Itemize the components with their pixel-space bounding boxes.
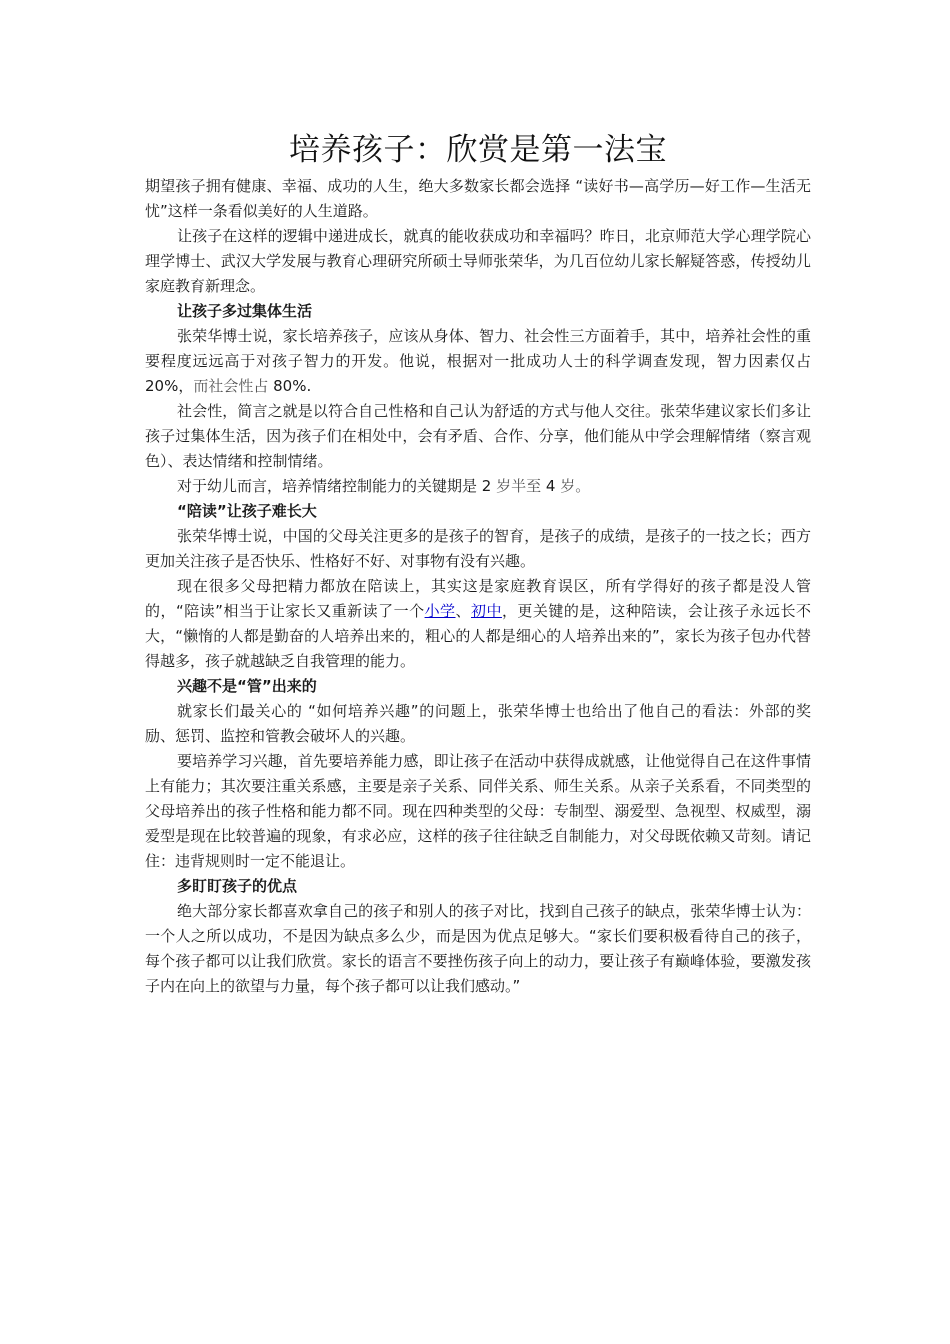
paragraph-china-vs-west: 张荣华博士说，中国的父母关注更多的是孩子的智育，是孩子的成绩，是孩子的一技之长；西方更加关注孩子是否快乐、性格好不好、对事物有没有兴趣。 — [145, 527, 811, 570]
section-heading-accompany-reading: “陪读”让孩子难长大 — [177, 502, 317, 520]
paragraph-sociality: 社会性，简言之就是以符合自己性格和自己认为舒适的方式与他人交往。张荣华建议家长们多让孩子过集体生活，因为孩子们在相处中，会有矛盾、合作、分享，他们能从中学会理解情绪（察言观色）、表达情绪和控制情绪。 — [145, 402, 811, 470]
document-title: 培养孩子：欣赏是第一法宝 — [289, 132, 667, 168]
paragraph-text: 4 — [541, 477, 561, 495]
link-primary-school[interactable]: 小学 — [424, 602, 456, 620]
paragraph-intro: 期望孩子拥有健康、幸福、成功的人生，绝大多数家长都会选择 “读好书—高学历—好工作—生活无忧”这样一条看似美好的人生道路。 — [145, 177, 811, 220]
section-heading-strengths: 多盯盯孩子的优点 — [177, 877, 298, 895]
paragraph-interest-cultivation: 要培养学习兴趣，首先要培养能力感，即让孩子在活动中获得成就感，让他觉得自己在这件事情上有能力；其次要注重关系感，主要是亲子关系、同伴关系、师生关系。从亲子关系看，不同类型的父母培养出的孩子性格和能力都不同。现在四种类型的父母：专制型、溺爱型、急视型、权威型，溺爱型是现在比较普遍的现象，有求必应，这样的孩子往往缺乏自制能力，对父母既依赖又苛刻。请记住：违背规则时一定不能退让。 — [145, 752, 811, 870]
paragraph-text: 对于幼儿而言，培养情绪控制能力的关键期是 2 — [177, 477, 497, 495]
paragraph-text: 现在很多父母把精力都放在陪读上，其实这是家庭教育误区，所有学得好的孩子都是没人管的，“陪读”相当于让家长又重新读了一个 — [145, 577, 811, 620]
paragraph-interest-view: 就家长们最关心的 “如何培养兴趣”的问题上，张荣华博士也给出了他自己的看法：外部的奖励、惩罚、监控和管教会破坏人的兴趣。 — [145, 702, 811, 745]
paragraph-text-serif: 岁。 — [560, 477, 591, 495]
document-page — [145, 128, 811, 999]
paragraph-text: ，更关键的是，这种陪读，会让孩子永远长不大，“懒惰的人都是勤奋的人培养出来的，粗心的人都是细心的人培养出来的”，家长为孩子包办代替得越多，孩子就越缺乏自我管理的能力。 — [145, 602, 811, 670]
paragraph-accompany-reading — [145, 574, 811, 674]
paragraph-text: 80%. — [268, 377, 312, 395]
paragraph-social-development — [145, 324, 811, 399]
link-middle-school[interactable]: 初中 — [471, 602, 502, 620]
paragraph-strengths: 绝大部分家长都喜欢拿自己的孩子和别人的孩子对比，找到自己孩子的缺点，张荣华博士认为：一个人之所以成功，不是因为缺点多么少，而是因为优点足够大。“家长们要积极看待自己的孩子，每个孩子都可以让我们欣赏。家长的语言不要挫伤孩子向上的动力，要让孩子有巅峰体验，要激发孩子内在向上的欲望与力量，每个孩子都可以让我们感动。” — [145, 902, 811, 995]
paragraph-key-period — [145, 474, 811, 499]
paragraph-text: 张荣华博士说，家长培养孩子，应该从身体、智力、社会性三方面着手，其中，培养社会性的重要程度远远高于对孩子智力的开发。他说，根据对一批成功人士的科学调查发现，智力因素仅占 20%， — [145, 327, 811, 395]
paragraph-question: 让孩子在这样的逻辑中递进成长，就真的能收获成功和幸福吗？昨日，北京师范大学心理学院心理学博士、武汉大学发展与教育心理研究所硕士导师张荣华，为几百位幼儿家长解疑答惑，传授幼儿家庭教育新理念。 — [145, 227, 811, 295]
paragraph-text-serif: 而社会性占 — [193, 377, 269, 395]
section-heading-interest: 兴趣不是“管”出来的 — [177, 677, 317, 695]
paragraph-text-serif: 岁半至 — [496, 477, 542, 495]
section-heading-collective-life: 让孩子多过集体生活 — [177, 302, 313, 320]
paragraph-text: 、 — [455, 602, 471, 620]
